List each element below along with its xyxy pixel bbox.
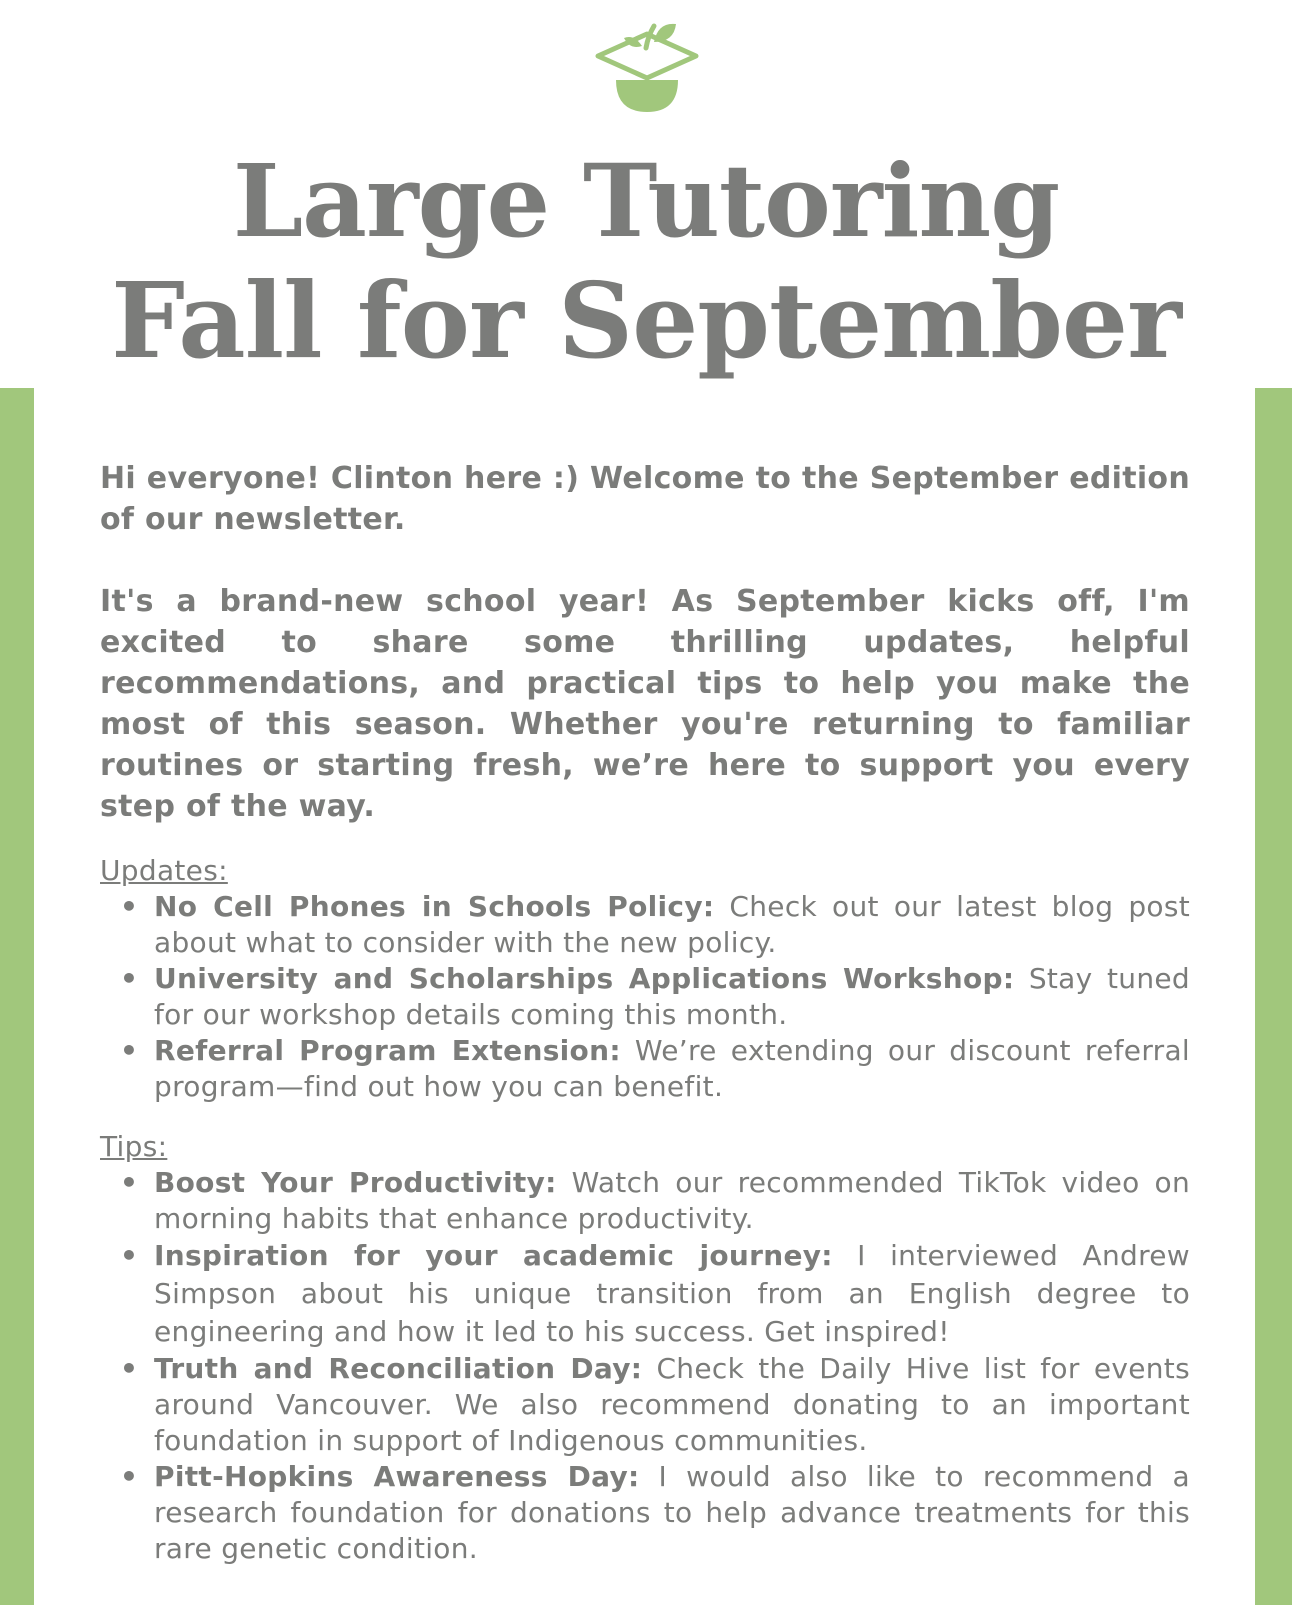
item-term: University and Scholarships Applications Workshop: bbox=[154, 962, 1015, 995]
right-accent-bar bbox=[1255, 388, 1292, 1605]
item-text: Stay tuned for our workshop details coming this month. bbox=[154, 962, 1190, 1031]
item-term: Boost Your Productivity: bbox=[154, 1166, 557, 1199]
left-accent-bar bbox=[0, 388, 34, 1605]
list-item bbox=[100, 889, 1190, 961]
item-term: Truth and Reconciliation Day: bbox=[154, 1352, 643, 1385]
item-text: I interviewed Andrew Simpson about his unique transition from an English degree to engineering and how it led to his success. Get inspired! bbox=[154, 1239, 1190, 1348]
item-term: Referral Program Extension: bbox=[154, 1034, 621, 1067]
updates-heading: Updates: bbox=[100, 854, 228, 887]
body-paragraph: It's a brand-new school year! As September kicks off, I'm excited to share some thrilling updates, helpful recommendations, and practical tips to help you make the most of this season. Whether you're returning to familiar routines or starting fresh, we’re here to support you every step of the way. bbox=[100, 584, 1190, 824]
item-term: Pitt-Hopkins Awareness Day: bbox=[154, 1460, 640, 1493]
item-term: No Cell Phones in Schools Policy: bbox=[154, 890, 715, 923]
list-item bbox=[100, 1237, 1190, 1351]
item-text: I would also like to recommend a research foundation for donations to help advance treatments for this rare genetic condition. bbox=[154, 1460, 1190, 1565]
item-text: Watch our recommended TikTok video on morning habits that enhance productivity. bbox=[154, 1166, 1190, 1235]
item-text: Check out our latest blog post about what to consider with the new policy. bbox=[154, 890, 1190, 959]
item-text: Check the Daily Hive list for events around Vancouver. We also recommend donating to an important foundation in support of Indigenous communities. bbox=[154, 1352, 1190, 1457]
list-item bbox=[100, 1033, 1190, 1105]
tips-heading: Tips: bbox=[100, 1130, 168, 1163]
item-text: We’re extending our discount referral program—find out how you can benefit. bbox=[154, 1034, 1190, 1103]
list-item bbox=[100, 1351, 1190, 1459]
list-item bbox=[100, 1459, 1190, 1567]
tips-list bbox=[100, 1165, 1190, 1567]
graduation-cap-apple-icon bbox=[594, 20, 700, 116]
updates-list bbox=[100, 889, 1190, 1105]
title-line-2: Fall for September bbox=[111, 259, 1181, 382]
title-line-1: Large Tutoring bbox=[232, 142, 1060, 260]
list-item bbox=[100, 1165, 1190, 1237]
item-term: Inspiration for your academic journey: bbox=[154, 1239, 833, 1272]
newsletter-content bbox=[100, 458, 1190, 1591]
intro-paragraph: Hi everyone! Clinton here :) Welcome to the September edition of our newsletter. bbox=[100, 461, 1190, 537]
list-item bbox=[100, 961, 1190, 1033]
